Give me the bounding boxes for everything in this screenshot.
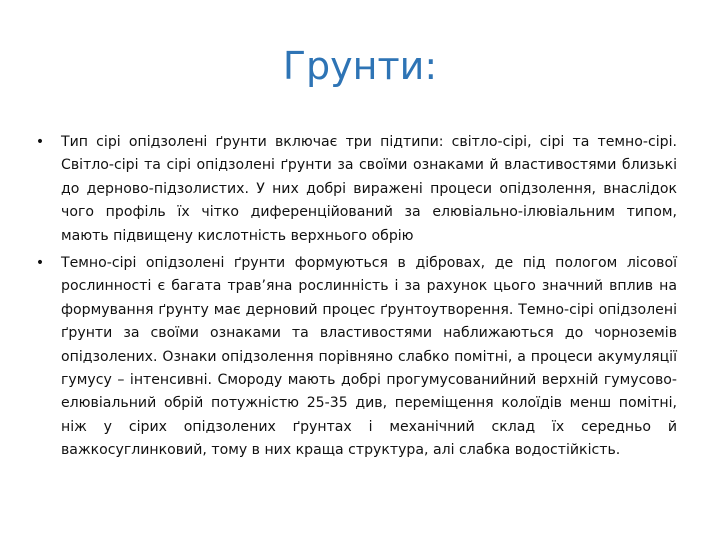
bullet-item: [34, 252, 677, 463]
bullet-list: [34, 131, 677, 467]
bullet-dot-icon: •: [35, 134, 45, 150]
bullet-text: Темно-сірі опідзолені ґрунти формуються в дібровах, де під пологом лісової рослинності є багата трав’яна рослинність і за рахунок цього значний вплив на формування ґрунту має дерновий процес ґрунтоутворення. Темно-сірі опідзолені ґрунти за своїми ознаками та властивостями наближаються до чорноземів опідзолених. Ознаки опідзолення порівняно слабко помітні, а процеси акумуляції гумусу – інтенсивні. Смороду мають добрі прогумусованийний верхній гумусово-елювіальний обрій потужністю 25-35 див, переміщення колоїдів менш помітні, ніж у сірих опідзолених ґрунтах і механічний склад їх середньо й важкосуглинковий, тому в них краща структура, алі слабка водостійкість.: [61, 255, 677, 459]
bullet-item: [34, 131, 677, 248]
bullet-dot-icon: •: [35, 255, 45, 272]
slide-title: Грунти:: [282, 44, 438, 88]
bullet-text: Тип сірі опідзолені ґрунти включає три підтипи: світло-сірі, сірі та темно-сірі. Світло-сірі та сірі опідзолені ґрунти за своїми ознаками й властивостями близькі до дерново-підзолистих. У них добрі виражені процеси опідзолення, внаслідок чого профіль їх чітко диференційований за елювіально-ілювіальним типом, мають підвищену кислотність верхнього обрію: [61, 134, 677, 244]
